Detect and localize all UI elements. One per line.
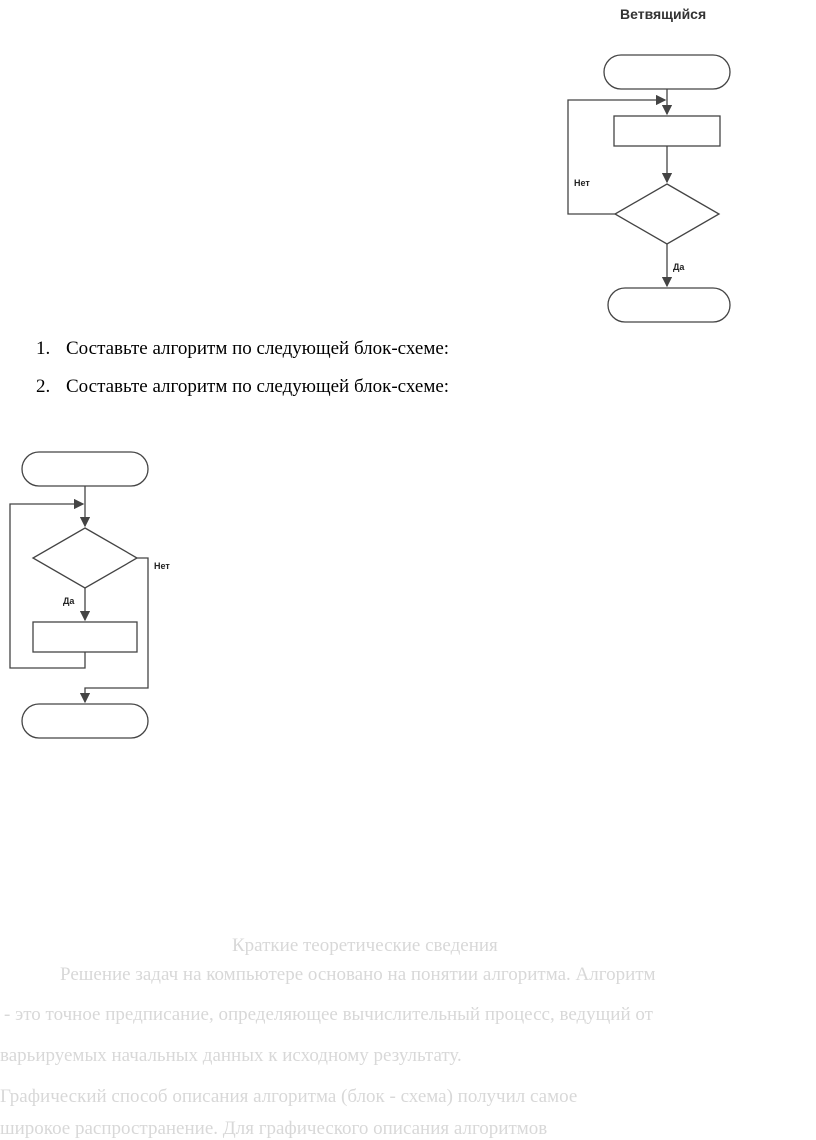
faded-line: Решение задач на компьютере основано на понятии алгоритма. Алгоритм — [60, 964, 656, 985]
task-number: 2. — [36, 376, 51, 397]
process-block — [614, 116, 720, 146]
start-terminal-2 — [22, 452, 148, 486]
no-label-2: Нет — [154, 561, 170, 571]
end-terminal-2 — [22, 704, 148, 738]
task-text: Составьте алгоритм по следующей блок-схеме: — [66, 338, 450, 359]
task-text: Составьте алгоритм по следующей блок-схеме: — [66, 376, 450, 397]
figure-title: Ветвящийся — [620, 6, 707, 22]
no-label: Нет — [574, 178, 590, 188]
task-item — [36, 376, 449, 398]
faded-line: - это точное предписание, определяющее вычислительный процесс, ведущий от — [4, 1004, 653, 1025]
faded-line: варьируемых начальных данных к исходному результату. — [0, 1045, 462, 1066]
decision-diamond-2 — [33, 528, 137, 588]
task-number: 1. — [36, 338, 51, 359]
faded-line: широкое распространение. Для графического описания алгоритмов — [0, 1118, 548, 1139]
yes-label-2: Да — [63, 596, 75, 606]
decision-diamond — [615, 184, 719, 244]
process-block-2 — [33, 622, 137, 652]
start-terminal — [604, 55, 730, 89]
task-item — [36, 338, 449, 360]
faded-heading: Краткие теоретические сведения — [232, 935, 498, 956]
faded-line: Графический способ описания алгоритма (блок - схема) получил самое — [0, 1086, 578, 1107]
yes-label: Да — [673, 262, 685, 272]
end-terminal — [608, 288, 730, 322]
